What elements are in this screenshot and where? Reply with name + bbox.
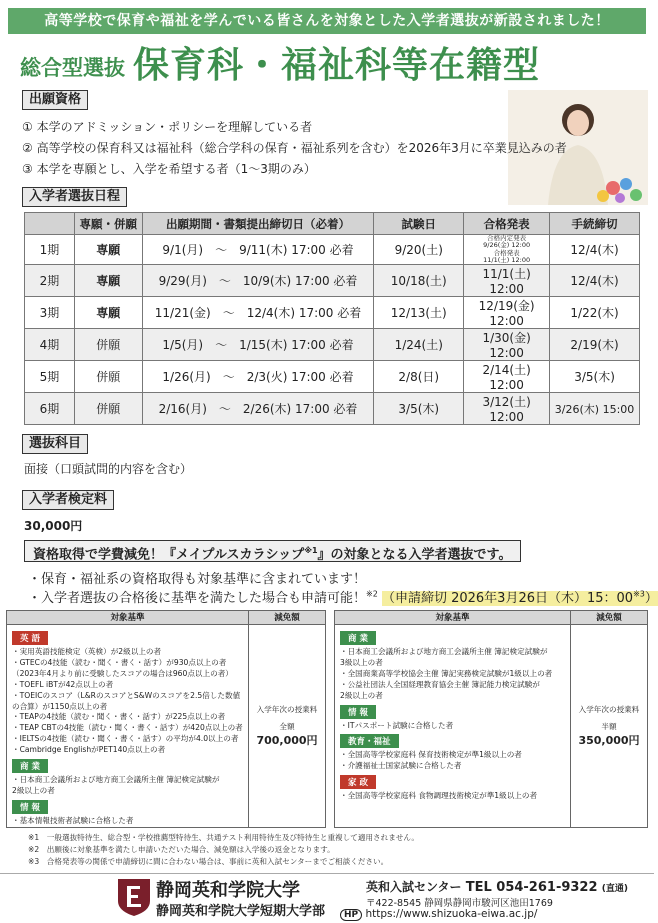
term: 6期 [25,393,75,425]
table-row [25,265,640,297]
scholarship-title-post: 』の対象となる入学者選抜です。 [317,547,512,563]
table-row [25,329,640,361]
table-row [25,235,640,265]
tag-english: 英 語 [12,631,48,645]
criteria-box-full [6,610,326,828]
criteria-line: ・Cambridge EnglishがPET140点以上の者 [12,745,166,755]
tel-note: (直通) [601,884,628,894]
criteria-line: ・全国商業高等学校協会主催 簿記実務検定試験が1級以上の者 [340,668,553,678]
tag-welfare: 教育・福祉 [340,734,399,748]
term: 3期 [25,297,75,329]
exam-date: 1/24(土) [374,329,464,361]
announce-date: 12/19(金) 12:00 [464,297,550,329]
reduction-kind: 半額 [601,722,617,731]
criteria-line: 3級以上の者 [340,657,383,667]
criteria-line: ・TOEFL iBTが42点以上の者 [12,679,114,689]
criteria-line: ・全国高等学校家庭科 保育技術検定が準1級以上の者 [340,750,522,760]
deadline: 2/19(木) [550,329,640,361]
deadline-highlight [382,591,658,606]
announce-date-2: 11/1(土) 12:00 [483,255,531,264]
bullet-2-text: ・入学者選抜の合格後に基準を満たした場合も申請可能！ [28,591,367,606]
section-schedule: 入学者選抜日程 [22,187,127,207]
announce-date [464,235,550,265]
hp-icon: HP [340,909,362,921]
reduction-header: 減免額 [596,613,622,623]
page-title [20,38,640,88]
period: 1/5(月) 〜 1/15(木) 17:00 必着 [142,329,374,361]
reduction-half [571,625,647,827]
university-logo [116,877,152,917]
type: 併願 [74,329,142,361]
term: 5期 [25,361,75,393]
center-name: 英和入試センター [366,880,462,894]
criteria-line: ・実用英語技能検定（英検）が2級以上の者 [12,647,162,656]
criteria-line: ・TEAP CBTの4技能（読む・聞く・書く・話す）が420点以上の者 [12,723,243,733]
criteria-line: ・全国高等学校家庭科 食物調理技術検定が準1級以上の者 [340,791,538,801]
table-row [25,393,640,425]
fee-amount: 30,000円 [24,519,83,533]
title-big: 保育科・福祉科等在籍型 [133,45,541,86]
header-deadline: 手続締切 [550,213,640,235]
announce-date: 1/30(金) 12:00 [464,329,550,361]
university-name: 静岡英和学院大学 [156,880,300,901]
table-row [25,361,640,393]
term: 2期 [25,265,75,297]
exam-date: 12/13(土) [374,297,464,329]
type: 専願 [74,235,142,265]
header-announce: 合格発表 [464,213,550,235]
scholarship-title-pre: 資格取得で学費減免！『メイプルスカラシップ [33,547,305,563]
type: 併願 [74,361,142,393]
period: 2/16(月) 〜 2/26(木) 17:00 必着 [142,393,374,425]
type: 専願 [74,297,142,329]
deadline-mark: ※3 [633,589,645,599]
criteria-list [335,625,571,827]
section-subject: 選抜科目 [22,434,88,454]
term: 4期 [25,329,75,361]
title-small: 総合型選抜 [20,56,125,80]
deadline: 1/22(木) [550,297,640,329]
announce-label-1: 合格内定発表 [487,234,527,243]
announce-date: 3/12(土) 12:00 [464,393,550,425]
deadline: 3/5(木) [550,361,640,393]
type: 併願 [74,393,142,425]
reduction-header: 減免額 [274,613,300,623]
criteria-line: の合算）が1150点以上の者 [12,701,108,711]
requirement-2: ② 高等学校の保育科又は福祉科（総合学科の保育・福祉系列を含む）を2026年3月に卒業見込みの者 [22,141,567,155]
reduction-label: 入学年次の授業料 [256,705,318,714]
period: 9/29(月) 〜 10/9(木) 17:00 必着 [142,265,374,297]
scholarship-mark: ※1 [304,546,318,555]
tag-commerce: 商 業 [340,631,376,645]
announce-date: 2/14(土) 12:00 [464,361,550,393]
schedule-table [24,212,640,425]
exam-date: 3/5(木) [374,393,464,425]
top-banner: 高等学校で保育や福祉を学んでいる皆さんを対象とした入学者選抜が新設されました！ [8,8,646,34]
tag-commerce: 商 業 [12,759,48,773]
criteria-box-header [335,611,647,625]
footnotes [28,832,419,868]
exam-date: 9/20(土) [374,235,464,265]
criteria-line: ・IELTSの4技能（読む・聞く・書く・話す）の平均が4.0以上の者 [12,734,239,744]
reduction-amount: 700,000円 [256,734,318,747]
criteria-line: ・TEAPの4技能（読む・聞く・書く・話す）が225点以上の者 [12,712,226,722]
table-row [25,297,640,329]
reduction-full [249,625,325,827]
tag-home: 家 政 [340,775,376,789]
college-name: 静岡英和学院大学短期大学部 [156,904,326,919]
announce-label-2: 合格発表 [493,248,520,257]
period: 9/1(月) 〜 9/11(木) 17:00 必着 [142,235,374,265]
tag-info: 情 報 [340,705,376,719]
criteria-header: 対象基準 [7,611,249,624]
requirement-1: ① 本学のアドミッション・ポリシーを理解している者 [22,120,313,134]
deadline: 12/4(木) [550,235,640,265]
criteria-line: ・基本情報技術者試験に合格した者 [12,815,134,825]
criteria-line: ・日本商工会議所および地方商工会議所主催 簿記検定試験が [12,775,220,785]
criteria-line: ・TOEICのスコア（L&RのスコアとS&Wのスコアを2.5倍した数値 [12,690,241,700]
deadline: 12/4(木) [550,265,640,297]
criteria-line: 2級以上の者 [12,785,55,795]
announce-date-1: 9/26(金) 12:00 [483,241,531,250]
section-fee: 入学者検定料 [22,490,114,510]
bullet-2-mark: ※2 [366,589,378,599]
criteria-list [7,625,249,827]
scholarship-bullet-1: ・保育・福祉系の資格取得も対象基準に含まれています！ [28,572,367,587]
criteria-line: ・ITパスポート試験に合格した者 [340,720,454,730]
criteria-line: ・GTECの4技能（読む・聞く・書く・話す）が930点以上の者 [12,657,227,667]
footnote-1: ※1 一般選抜特待生、総合型・学校推薦型特待生、共通テスト利用特待生及び特待生と重複して適用されません。 [28,833,420,842]
header-period: 出願期間・書類提出締切日（必着） [142,213,374,235]
center-tel: TEL 054-261-9322 [465,880,598,895]
criteria-line: ・公益社団法人全国経理教育協会主催 簿記能力検定試験が [340,679,540,689]
reduction-label: 入学年次の授業料 [578,705,640,714]
period: 11/21(金) 〜 12/4(木) 17:00 必着 [142,297,374,329]
footnote-2: ※2 出願後に対象基準を満たし申請いただいた場合、減免額は入学後の返金となります。 [28,845,335,854]
reduction-kind: 全額 [279,722,295,731]
table-header-row [25,213,640,235]
criteria-line: （2023年4月より前に受験したスコアの場合は960点以上の者） [12,668,233,678]
admission-center [366,878,628,895]
criteria-box-header [7,611,325,625]
criteria-line: 2級以上の者 [340,690,383,700]
website-link[interactable]: https://www.shizuoka-eiwa.ac.jp/ [365,908,538,920]
section-eligibility: 出願資格 [22,90,88,110]
exam-date: 2/8(日) [374,361,464,393]
type: 専願 [74,265,142,297]
period: 1/26(月) 〜 2/3(火) 17:00 必着 [142,361,374,393]
scholarship-title [24,540,521,562]
deadline-close: ） [644,591,658,606]
website [340,908,537,920]
criteria-line: ・介護福祉士国家試験に合格した者 [340,761,462,771]
exam-date: 10/18(土) [374,265,464,297]
reduction-amount: 350,000円 [578,734,640,747]
criteria-line: ・日本商工会議所および地方商工会議所主催 簿記検定試験が [340,647,548,656]
address: 〒422-8545 静岡県静岡市駿河区池田1769 [366,898,553,909]
scholarship-bullet-2 [28,587,658,606]
deadline-highlight-text: （申請締切 2026年3月26日（木）15：00 [381,591,634,606]
header-blank [25,213,75,235]
term: 1期 [25,235,75,265]
header-exam: 試験日 [374,213,464,235]
announce-date: 11/1(土) 12:00 [464,265,550,297]
deadline: 3/26(木) 15:00 [550,393,640,425]
footnote-3: ※3 合格発表等の関係で申請締切に間に合わない場合は、事前に英和入試センターまでご相談ください。 [28,857,389,866]
tag-info: 情 報 [12,800,48,814]
criteria-box-half [334,610,648,828]
requirement-3: ③ 本学を専願とし、入学を希望する者（1〜3期のみ） [22,162,316,176]
header-type: 専願・併願 [74,213,142,235]
criteria-header: 対象基準 [335,611,571,624]
exam-subject: 面接（口頭試問的内容を含む） [24,462,193,476]
